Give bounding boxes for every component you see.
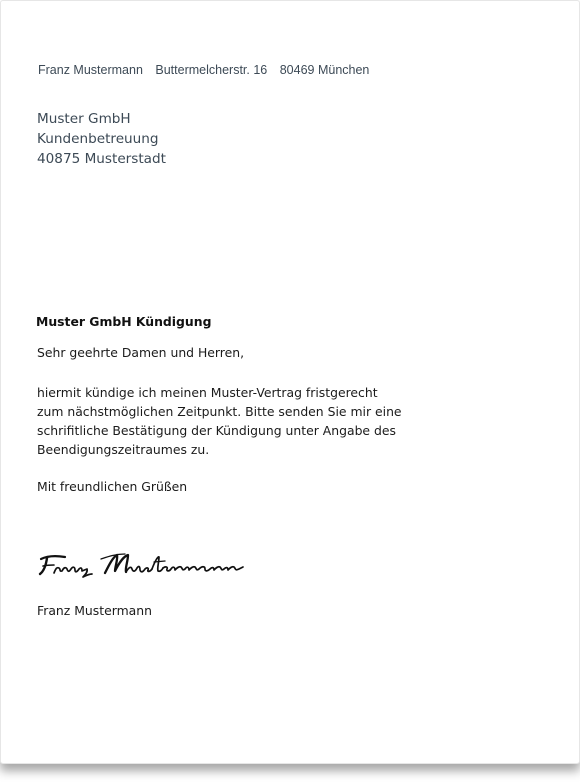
body-line: schrifitliche Bestätigung der Kündigung unter Angabe des — [37, 423, 396, 438]
letter-salutation: Sehr geehrte Damen und Herren, — [37, 345, 245, 360]
signer-printed-name: Franz Mustermann — [37, 603, 152, 618]
body-line: zum nächstmöglichen Zeitpunkt. Bitte senden Sie mir eine — [37, 404, 402, 419]
letter-subject: Muster GmbH Kündigung — [36, 314, 212, 329]
handwritten-signature — [35, 547, 247, 583]
sender-name: Franz Mustermann — [38, 63, 143, 77]
sender-city: 80469 München — [279, 63, 370, 77]
body-line: Beendigungszeitraumes zu. — [37, 442, 210, 457]
recipient-department: Kundenbetreuung — [37, 131, 159, 147]
recipient-company: Muster GmbH — [37, 111, 131, 127]
sender-address-line — [38, 63, 378, 77]
recipient-address — [37, 109, 166, 169]
recipient-city: 40875 Musterstadt — [37, 151, 166, 167]
sender-street: Buttermelcherstr. 16 — [155, 63, 268, 77]
letter-body — [37, 383, 417, 459]
body-line: hiermit kündige ich meinen Muster-Vertrag fristgerecht — [37, 385, 378, 400]
letter-closing: Mit freundlichen Grüßen — [37, 479, 188, 494]
